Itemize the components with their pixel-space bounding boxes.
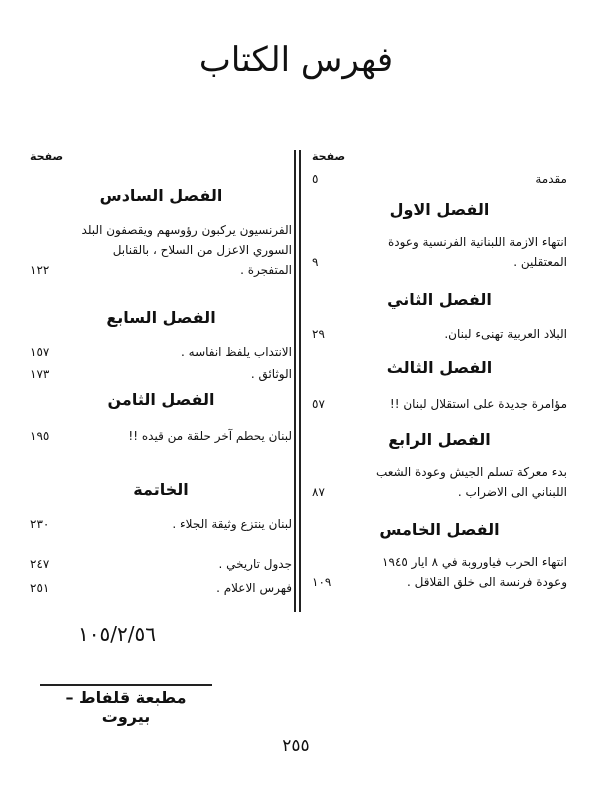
chapter-heading: الفصل الاول [389, 200, 490, 219]
chapter-heading: الفصل الرابع [388, 430, 491, 449]
chapter-heading: الفصل الثاني [387, 290, 492, 309]
entry-page: ٢٣٠ [30, 517, 50, 531]
entry-text: الفرنسيون يركبون رؤوسهم ويقصفون البلد السوري الاعزل من السلاح ، بالقنابل المتفجرة . [81, 223, 292, 277]
toc-entry [312, 552, 567, 592]
toc-entry [312, 232, 567, 272]
chapter-heading: الفصل الخامس [379, 520, 500, 539]
toc-entry [30, 578, 292, 598]
entry-text: جدول تاريخي . [218, 557, 292, 571]
entry-text: انتهاء الازمة اللبنانية الفرنسية وعودة المعتقلين . [387, 235, 567, 269]
entry-page: ٥٧ [312, 397, 325, 411]
entry-text: لبنان ينتزع وثيقة الجلاء . [172, 517, 292, 531]
entry-text: فهرس الاعلام . [216, 581, 292, 595]
entry-page: ١٠٩ [312, 575, 332, 589]
entry-page: ١٩٥ [30, 429, 50, 443]
toc-entry [30, 514, 292, 534]
page-title: فهرس الكتاب [198, 40, 394, 80]
entry-page: ٩ [312, 255, 319, 269]
page-column-header: صفحة [312, 150, 346, 163]
handwritten-note: ١٠٥/٢/٥٦ [78, 622, 156, 646]
toc-entry [312, 462, 567, 502]
entry-page: ٢٩ [312, 327, 325, 341]
footer-rule [40, 684, 212, 686]
page-number: ٢٥٥ [282, 736, 310, 756]
entry-page: ١٢٢ [30, 263, 50, 277]
entry-page: ١٧٣ [30, 367, 50, 381]
entry-text: بدء معركة تسلم الجيش وعودة الشعب اللبناني الى الاضراب . [375, 465, 567, 499]
entry-text: الانتداب يلفظ انفاسه . [181, 345, 292, 359]
toc-entry [30, 426, 292, 446]
chapter-heading: الفصل السادس [99, 186, 223, 205]
entry-text: مقدمة [535, 172, 567, 186]
toc-entry [30, 554, 292, 574]
entry-page: ١٥٧ [30, 345, 50, 359]
entry-page: ٨٧ [312, 485, 325, 499]
column-divider [299, 150, 301, 612]
toc-entry-intro [312, 172, 567, 186]
toc-entry [30, 364, 292, 384]
entry-page: ٢٥١ [30, 581, 50, 595]
entry-text: انتهاء الحرب فياوروبة في ٨ ايار ١٩٤٥ وعودة فرنسة الى خلق القلاقل . [382, 555, 567, 589]
column-divider [294, 150, 296, 612]
page-column-header: صفحة [30, 150, 64, 163]
entry-text: مؤامرة جديدة على استقلال لبنان !! [389, 397, 567, 411]
toc-entry [30, 342, 292, 362]
entry-text: البلاد العربية تهنىء لبنان. [444, 327, 567, 341]
toc-entry [312, 394, 567, 414]
entry-page: ٢٤٧ [30, 557, 50, 571]
printer-imprint: مطبعة قلفاط – بيروت [65, 688, 187, 726]
chapter-heading: الفصل الثالث [386, 358, 493, 377]
entry-text: الوثائق . [250, 367, 292, 381]
chapter-heading: الفصل السابع [106, 308, 216, 327]
toc-entry [312, 324, 567, 344]
entry-text: لبنان يحطم آخر حلقة من قيده !! [128, 429, 292, 443]
entry-page: ٥ [312, 172, 319, 186]
toc-entry [30, 220, 292, 280]
chapter-heading: الخاتمة [133, 480, 189, 499]
chapter-heading: الفصل الثامن [107, 390, 215, 409]
